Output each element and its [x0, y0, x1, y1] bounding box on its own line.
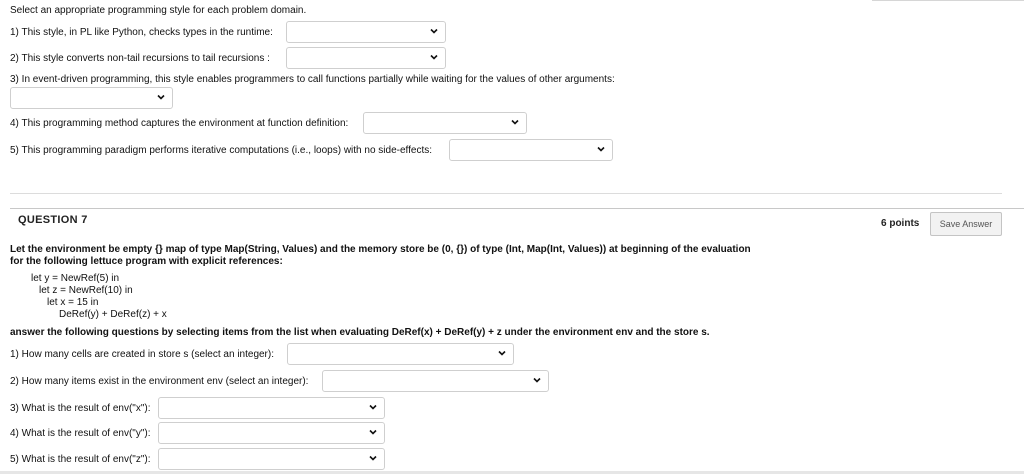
question-header-border: [10, 208, 1024, 209]
q7-question-label-2: 2) How many items exist in the environment env (select an integer):: [10, 376, 309, 387]
q7-answer-select-2[interactable]: [322, 370, 549, 392]
prompt-line-2: for the following lettuce program with explicit references:: [10, 256, 283, 267]
answer-select-3[interactable]: [10, 87, 173, 109]
chevron-down-icon: [497, 348, 507, 358]
instruction-text: answer the following questions by selecting items from the list when evaluating DeRef(x) + DeRef(y) + z under the environment env and the store s.: [10, 327, 710, 338]
q7-question-label-5: 5) What is the result of env("z"):: [10, 454, 151, 465]
q7-question-label-4: 4) What is the result of env("y"):: [10, 428, 151, 439]
chevron-down-icon: [368, 402, 378, 412]
question-label-1: 1) This style, in PL like Python, checks types in the runtime:: [10, 27, 273, 38]
q7-answer-select-1[interactable]: [287, 343, 514, 365]
chevron-down-icon: [510, 117, 520, 127]
section-intro: Select an appropriate programming style for each problem domain.: [10, 5, 307, 16]
chevron-down-icon: [596, 144, 606, 154]
answer-select-5[interactable]: [449, 139, 613, 161]
chevron-down-icon: [429, 52, 439, 62]
question-points: 6 points: [881, 218, 920, 229]
section-divider: [10, 193, 1002, 194]
answer-select-4[interactable]: [363, 112, 527, 134]
top-border: [872, 0, 1024, 1]
q7-answer-select-5[interactable]: [158, 448, 385, 470]
q7-question-label-3: 3) What is the result of env("x"):: [10, 403, 151, 414]
chevron-down-icon: [368, 453, 378, 463]
question-label-4: 4) This programming method captures the environment at function definition:: [10, 118, 349, 129]
question-label-3: 3) In event-driven programming, this style enables programmers to call functions partially while waiting for the values of other arguments:: [10, 74, 615, 85]
code-line-2: let z = NewRef(10) in: [39, 285, 133, 296]
answer-select-1[interactable]: [286, 21, 446, 43]
q7-question-label-1: 1) How many cells are created in store s (select an integer):: [10, 349, 274, 360]
answer-select-2[interactable]: [286, 47, 446, 69]
chevron-down-icon: [429, 26, 439, 36]
question-title: QUESTION 7: [18, 214, 88, 226]
chevron-down-icon: [532, 375, 542, 385]
q7-answer-select-4[interactable]: [158, 422, 385, 444]
chevron-down-icon: [368, 427, 378, 437]
code-line-3: let x = 15 in: [47, 297, 99, 308]
question-label-5: 5) This programming paradigm performs iterative computations (i.e., loops) with no side-effects:: [10, 145, 433, 156]
question-label-2: 2) This style converts non-tail recursions to tail recursions :: [10, 53, 270, 64]
code-line-4: DeRef(y) + DeRef(z) + x: [59, 309, 167, 320]
prompt-line-1: Let the environment be empty {} map of type Map(String, Values) and the memory store be (0, {}) of type (Int, Map(Int, Values)) at beginning of the evaluation: [10, 244, 751, 255]
code-line-1: let y = NewRef(5) in: [31, 273, 120, 284]
q7-answer-select-3[interactable]: [158, 397, 385, 419]
chevron-down-icon: [156, 92, 166, 102]
save-answer-button[interactable]: Save Answer: [930, 212, 1002, 236]
